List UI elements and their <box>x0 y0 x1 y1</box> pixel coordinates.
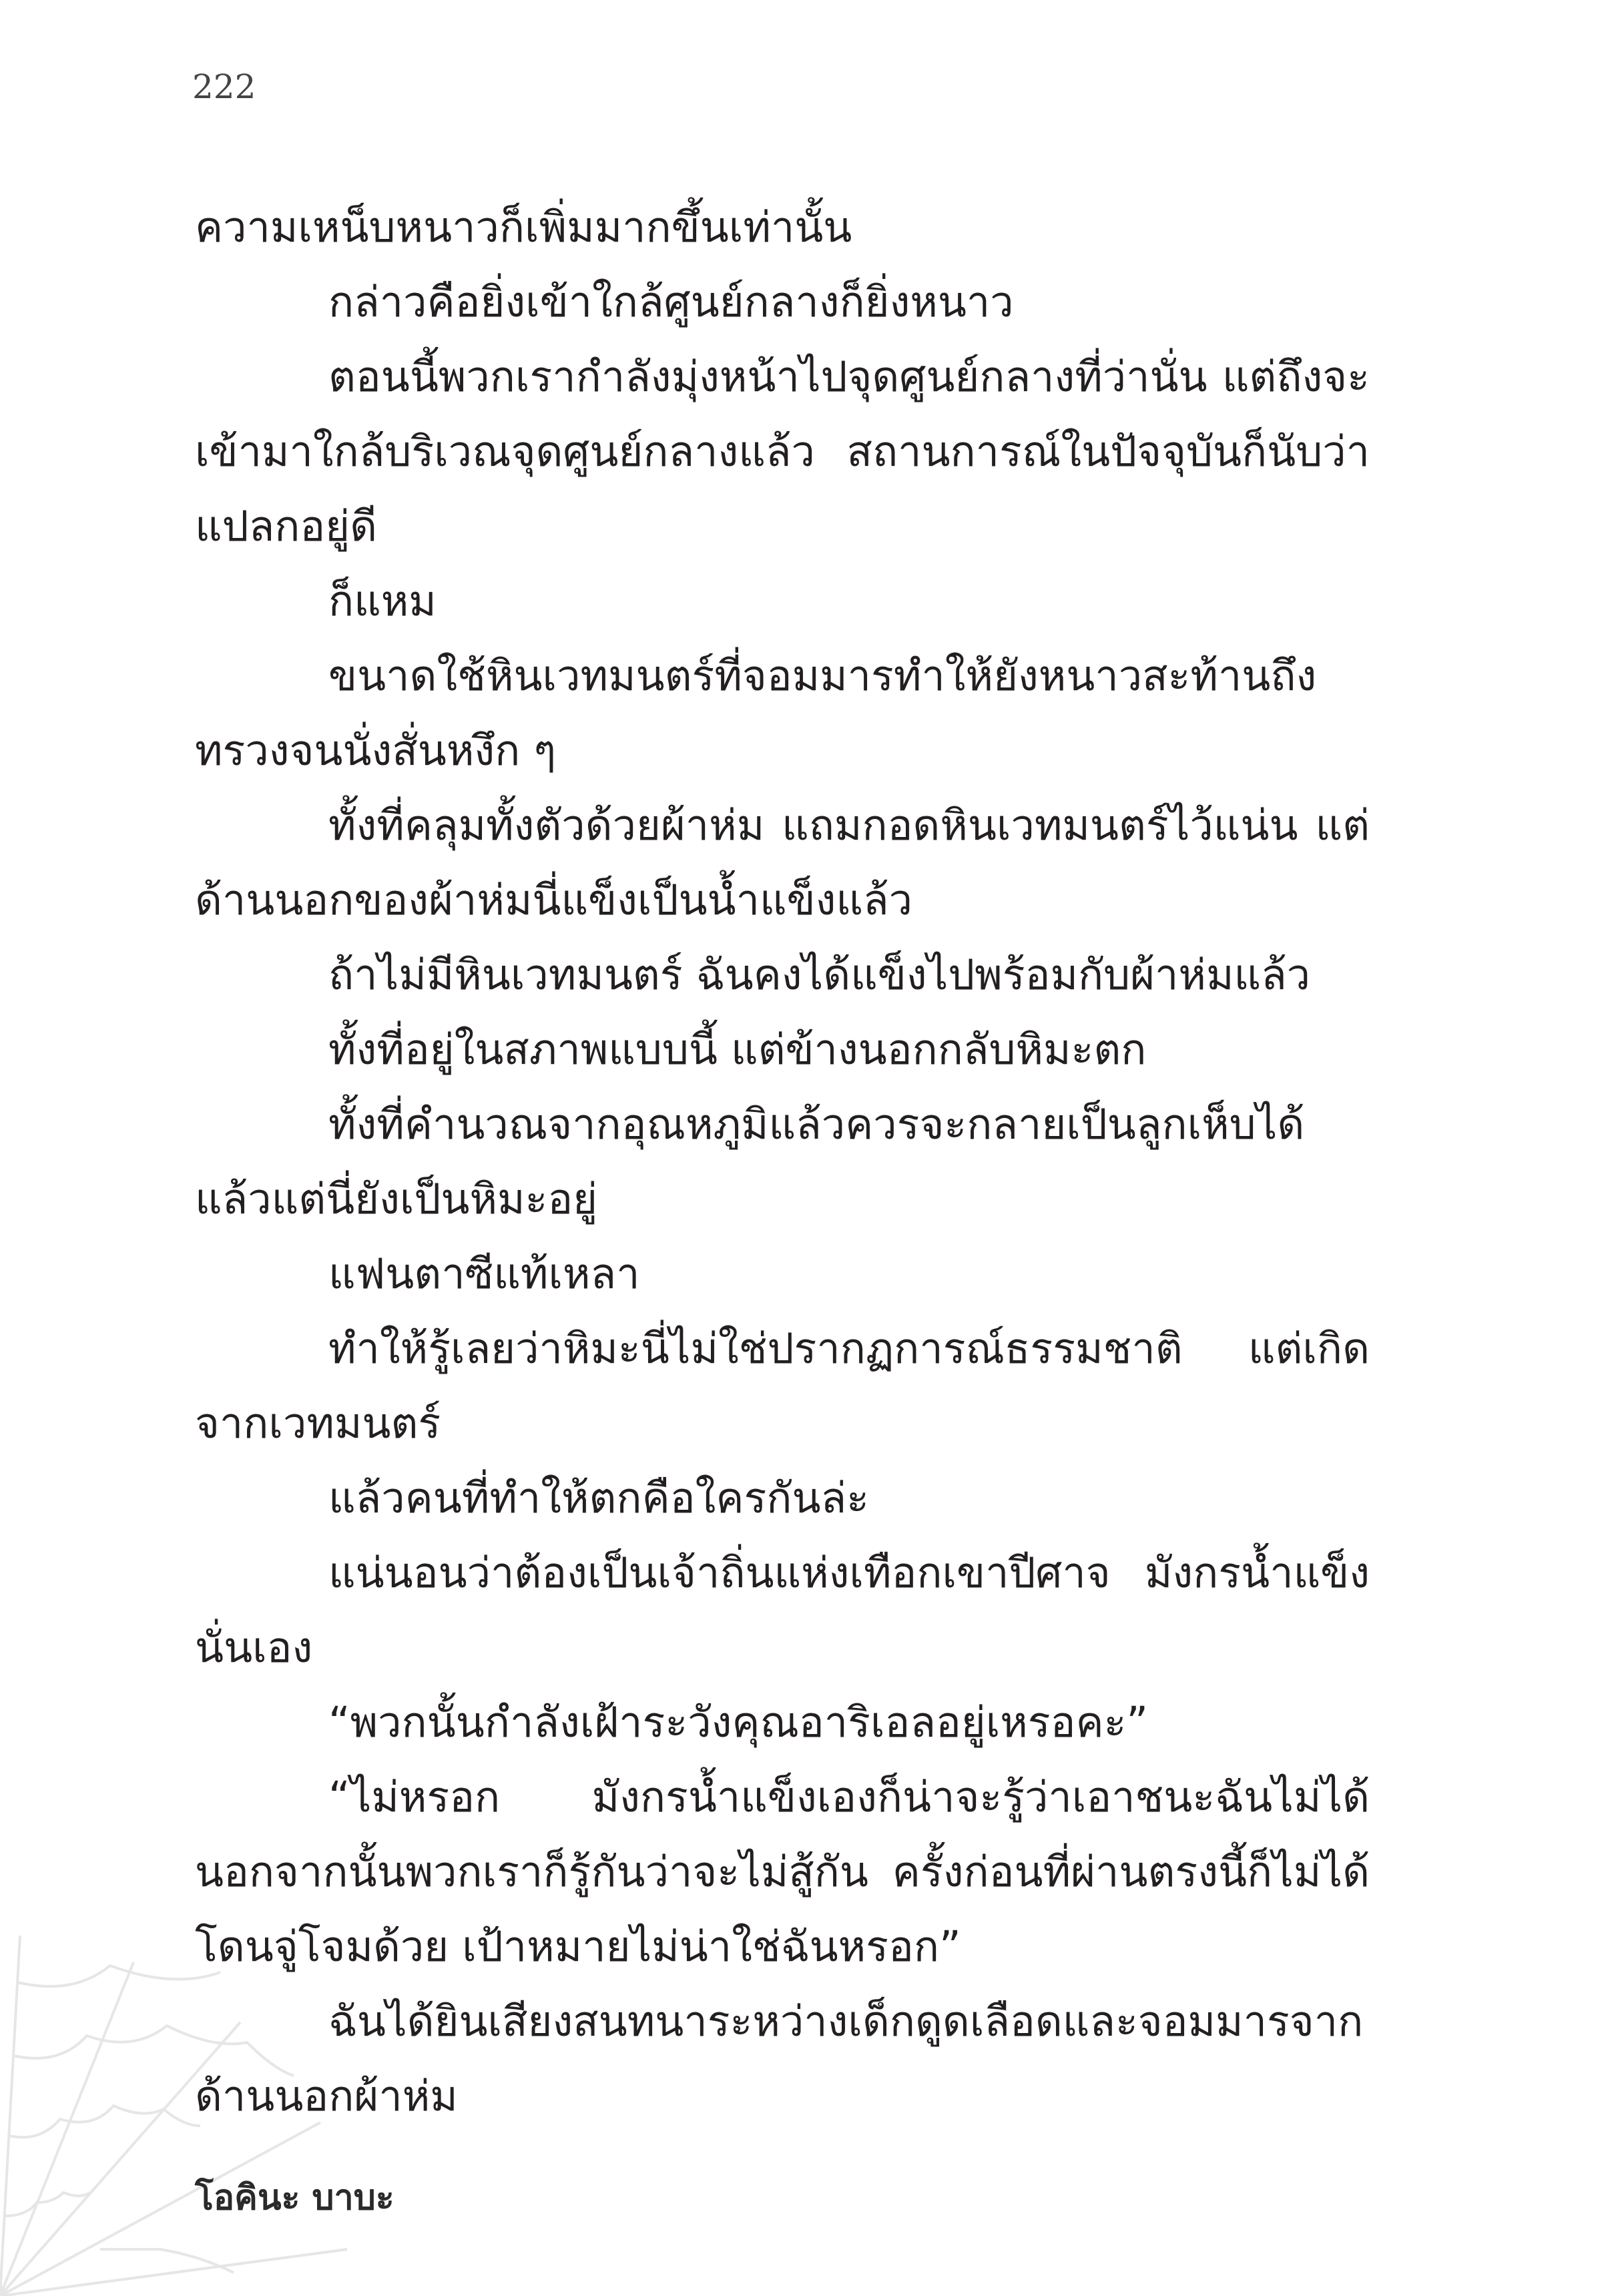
body-text <box>195 190 1370 2134</box>
paragraph: ขนาดใช้หินเวทมนตร์ที่จอมมารทำให้ยังหนาวสะท้านถึงทรวงจนนั่งสั่นหงึก ๆ <box>195 651 1317 775</box>
paragraph: แน่นอนว่าต้องเป็นเจ้าถิ่นแห่งเทือกเขาปีศาจ มังกรน้ำแข็งนั่นเอง <box>195 1548 1370 1672</box>
author-name: โอคินะ บาบะ <box>195 2178 394 2218</box>
paragraph: “ไม่หรอก มังกรน้ำแข็งเองก็น่าจะรู้ว่าเอาชนะฉันไม่ได้ นอกจากนั้นพวกเราก็รู้กันว่าจะไม่สู้กัน ครั้งก่อนที่ผ่านตรงนี้ก็ไม่ได้โดนจู่โจมด้วย เป้าหมายไม่น่าใช่ฉันหรอก” <box>195 1773 1370 1971</box>
paragraph: ตอนนี้พวกเรากำลังมุ่งหน้าไปจุดศูนย์กลางที่ว่านั่น แต่ถึงจะเข้ามาใกล้บริเวณจุดศูนย์กลางแล้ว สถานการณ์ในปัจจุบันก็นับว่าแปลกอยู่ดี <box>195 352 1370 551</box>
paragraph: แล้วคนที่ทำให้ตกคือใครกันล่ะ <box>328 1474 869 1522</box>
paragraph: “พวกนั้นกำลังเฝ้าระวังคุณอาริเอลอยู่เหรอคะ” <box>328 1698 1149 1747</box>
spiderweb-icon <box>0 1936 347 2296</box>
paragraph: ก็แหม <box>328 577 437 625</box>
paragraph: กล่าวคือยิ่งเข้าใกล้ศูนย์กลางก็ยิ่งหนาว <box>328 278 1014 326</box>
paragraph: ความเหน็บหนาวก็เพิ่มมากขึ้นเท่านั้น <box>195 203 852 252</box>
paragraph: แฟนตาซีแท้เหลา <box>328 1249 640 1298</box>
paragraph: ฉันได้ยินเสียงสนทนาระหว่างเด็กดูดเลือดและจอมมารจากด้านนอกผ้าห่ม <box>195 1997 1364 2120</box>
paragraph: ทำให้รู้เลยว่าหิมะนี่ไม่ใช่ปรากฏการณ์ธรรมชาติ แต่เกิดจากเวทมนตร์ <box>195 1324 1370 1448</box>
paragraph: ทั้งที่คลุมทั้งตัวด้วยผ้าห่ม แถมกอดหินเวทมนตร์ไว้แน่น แต่ด้านนอกของผ้าห่มนี่แข็งเป็นน้ำแข็งแล้ว <box>195 801 1370 924</box>
paragraph: ทั้งที่อยู่ในสภาพแบบนี้ แต่ข้างนอกกลับหิมะตก <box>328 1025 1147 1074</box>
paragraph: ทั้งที่คำนวณจากอุณหภูมิแล้วควรจะกลายเป็นลูกเห็บได้แล้วแต่นี่ยังเป็นหิมะอยู่ <box>195 1100 1305 1223</box>
page-number: 222 <box>192 67 256 106</box>
paragraph: ถ้าไม่มีหินเวทมนตร์ ฉันคงได้แข็งไปพร้อมกับผ้าห่มแล้ว <box>328 950 1311 999</box>
